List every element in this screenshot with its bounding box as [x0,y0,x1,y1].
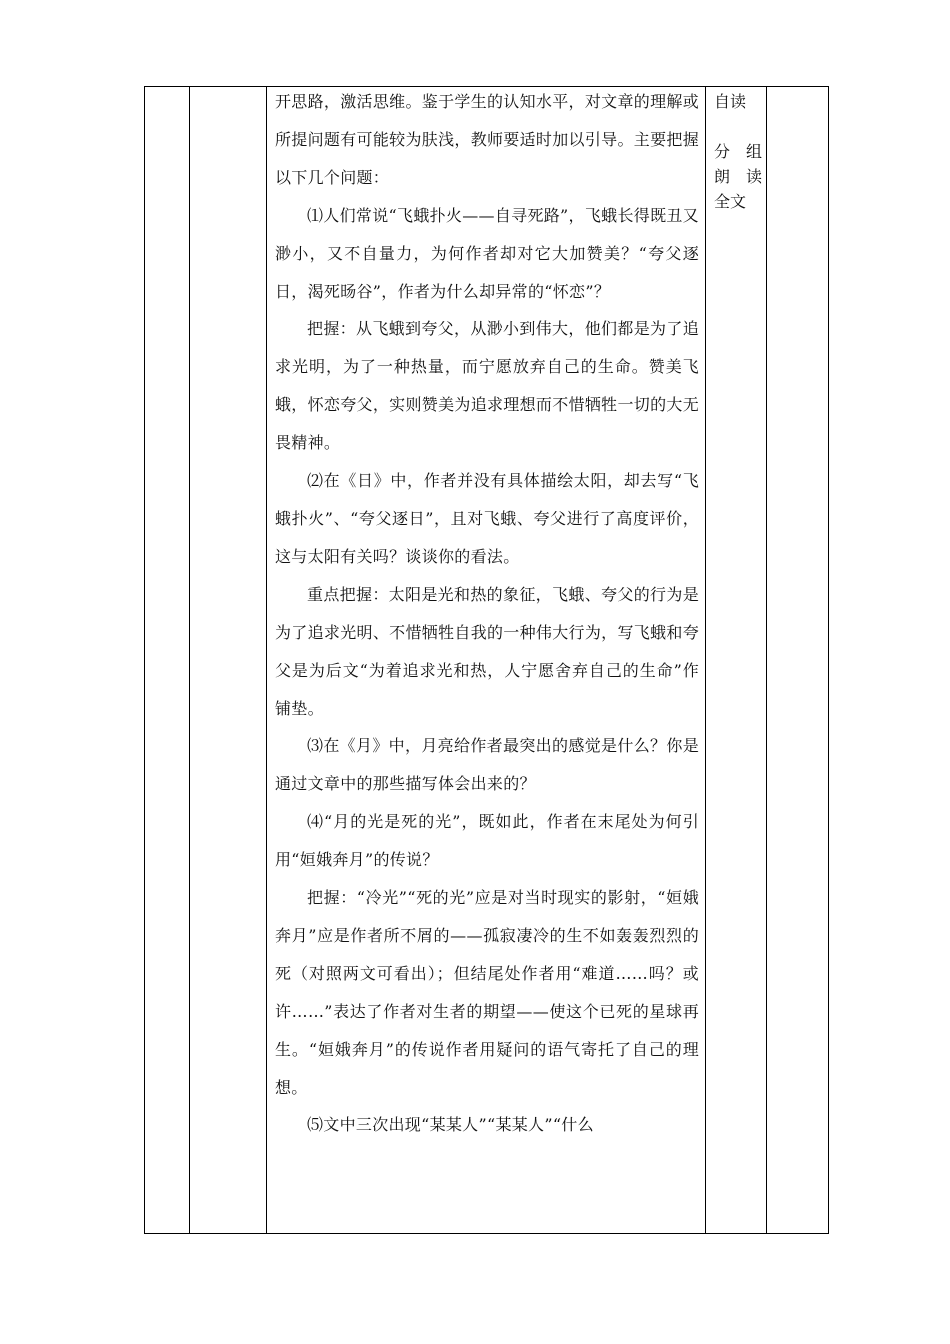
activity-self-read: 自读 [714,92,747,111]
activity-group: 分 组 [714,142,763,161]
paragraph-question-3: ⑶在《月》中，月亮给作者最突出的感觉是什么？你是通过文章中的那些描写体会出来的？ [275,736,699,794]
empty-cell-col1 [145,87,190,1234]
empty-cell-col5 [767,87,829,1234]
paragraph-question-1: ⑴人们常说“飞蛾扑火——自寻死路”，飞蛾长得既丑又渺小，又不自量力，为何作者却对它大加赞美？“夸父逐日，渴死旸谷”，作者为什么却异常的“怀恋”？ [275,205,699,301]
activity-full-text: 全文 [714,192,747,211]
paragraph-question-2: ⑵在《日》中，作者并没有具体描绘太阳，却去写“飞蛾扑火”、“夸父逐日”，且对飞蛾、夸父进行了高度评价，这与太阳有关吗？谈谈你的看法。 [275,471,699,566]
student-activity-cell [706,87,767,1234]
paragraph-answer-1: 把握：从飞蛾到夸父，从渺小到伟大，他们都是为了追求光明，为了一种热量，而宁愿放弃自己的生命。赞美飞蛾，怀恋夸父，实则赞美为追求理想而不惜牺牲一切的大无畏精神。 [275,319,699,453]
paragraph-answer-2: 重点把握：太阳是光和热的象征，飞蛾、夸父的行为是为了追求光明、不惜牺牲自我的一种伟大行为，写飞蛾和夸父是为后文“为着追求光和热，人宁愿舍弃自己的生命”作铺垫。 [275,584,699,718]
paragraph-answer-4: 把握：“冷光”“死的光”应是对当时现实的影射，“姮娥奔月”应是作者所不屑的——孤寂凄冷的生不如轰轰烈烈的死（对照两文可看出）；但结尾处作者用“难道……吗？或许……”表达了作者对生者的期望——使这个已死的星球再生。“姮娥奔月”的传说作者用疑问的语气寄托了自己的理想。 [275,888,699,1097]
empty-cell-col2 [190,87,267,1234]
activity-read-aloud: 朗 读 [714,167,763,186]
teaching-process-cell [267,87,706,1234]
paragraph-intro: 开思路，激活思维。鉴于学生的认知水平，对文章的理解或所提问题有可能较为肤浅，教师要适时加以引导。主要把握以下几个问题： [275,92,699,187]
lesson-plan-table [144,86,829,1234]
paragraph-question-4: ⑷“月的光是死的光”，既如此，作者在末尾处为何引用“姮娥奔月”的传说？ [275,812,699,870]
paragraph-question-5: ⑸文中三次出现“某某人”“某某人”“什么 [307,1115,594,1135]
table-row [145,87,829,1234]
